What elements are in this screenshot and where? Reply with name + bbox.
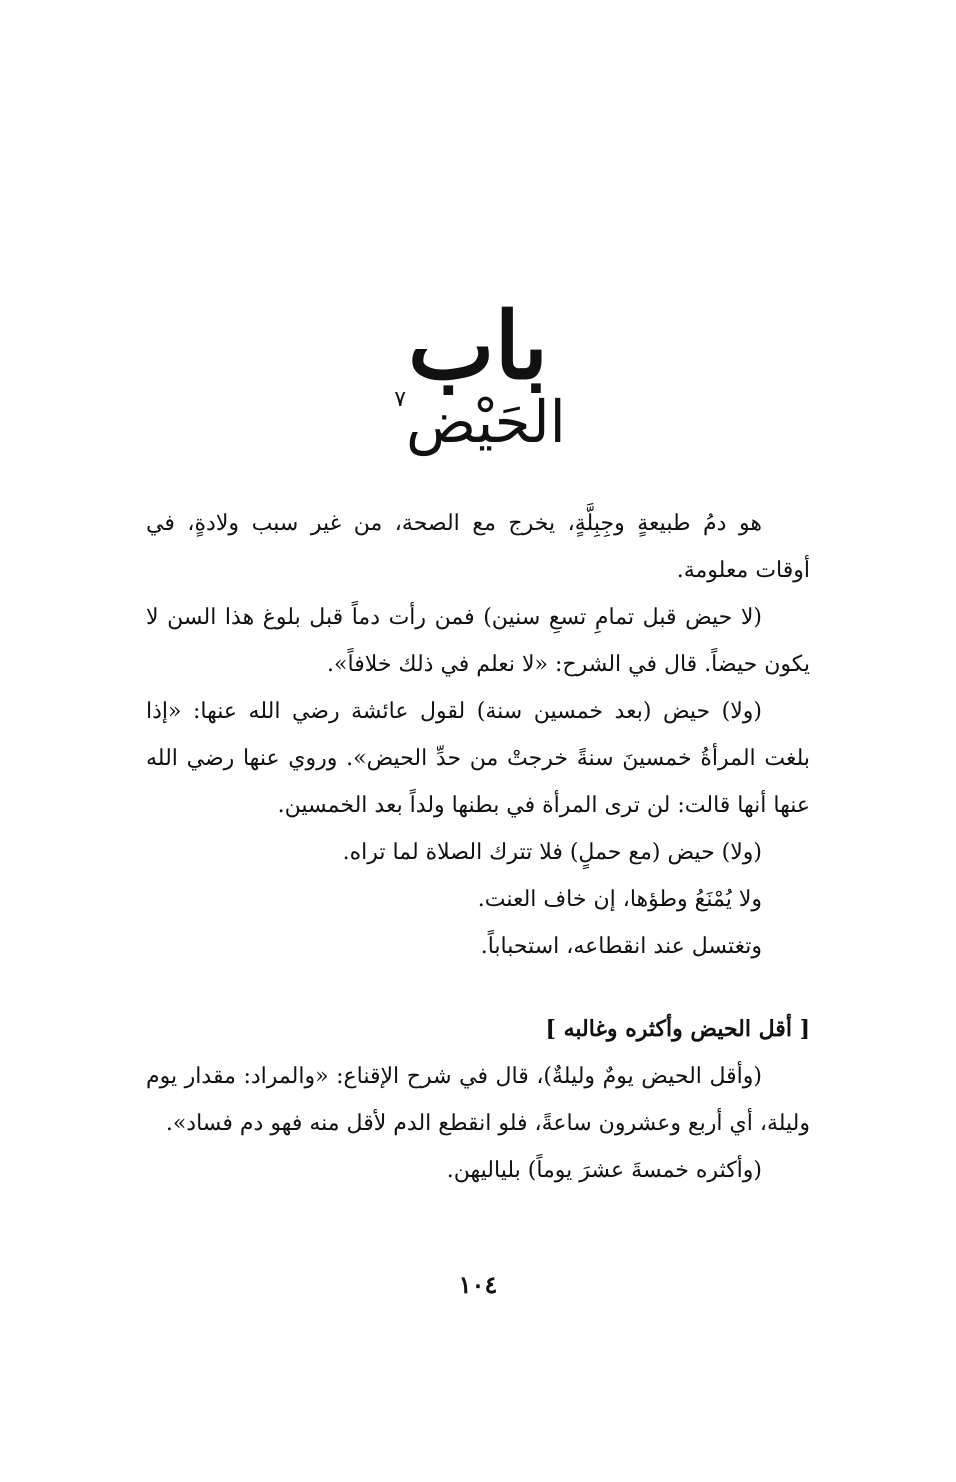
chapter-label: باب <box>407 292 549 400</box>
paragraph-maximum-duration: (وأكثره خمسةَ عشرَ يوماً) بلياليهن. <box>446 1158 762 1183</box>
paragraph-minimum-age: (لا حيض قبل تمامِ تسعِ سنين) فمن رأت دماً قبل بلوغ هذا السن لا يكون حيضاً. قال في الشرح: «لا نعلم في ذلك خلافاً». <box>146 605 810 677</box>
paragraph-ghusl: وتغتسل عند انقطاعه، استحباباً. <box>480 934 762 959</box>
footnote-marker: ٧ <box>394 387 407 412</box>
paragraph-pregnancy: (ولا) حيض (مع حملٍ) فلا تترك الصلاة لما تراه. <box>342 840 762 865</box>
chapter-title-text: الحَيْض <box>406 388 566 456</box>
section-heading: [ أقل الحيض وأكثره وغالبه ] <box>545 1016 810 1042</box>
body-text <box>146 500 810 1194</box>
paragraph-maximum-age: (ولا) حيض (بعد خمسين سنة) لقول عائشة رضي الله عنها: «إذا بلغت المرأةُ خمسينَ سنةً خرجتْ من حدِّ الحيض». وروي عنها رضي الله عنها أنها قالت: لن ترى المرأة في بطنها ولداً بعد الخمسين. <box>146 699 810 818</box>
paragraph-minimum-duration: (وأقل الحيض يومٌ وليلةٌ)، قال في شرح الإقناع: «والمراد: مقدار يوم وليلة، أي أربع وعشرون ساعةً، فلو انقطع الدم لأقل منه فهو دم فساد». <box>146 1064 810 1136</box>
chapter-title <box>0 388 956 455</box>
page-number: ١٠٤ <box>458 1270 498 1299</box>
paragraph-definition: هو دمُ طبيعةٍ وجِبِلَّةٍ، يخرج مع الصحة، من غير سبب ولادةٍ، في أوقات معلومة. <box>146 511 810 583</box>
paragraph-intercourse: ولا يُمْنَعُ وطؤها، إن خاف العنت. <box>477 887 762 912</box>
section-spacer <box>146 970 810 1006</box>
